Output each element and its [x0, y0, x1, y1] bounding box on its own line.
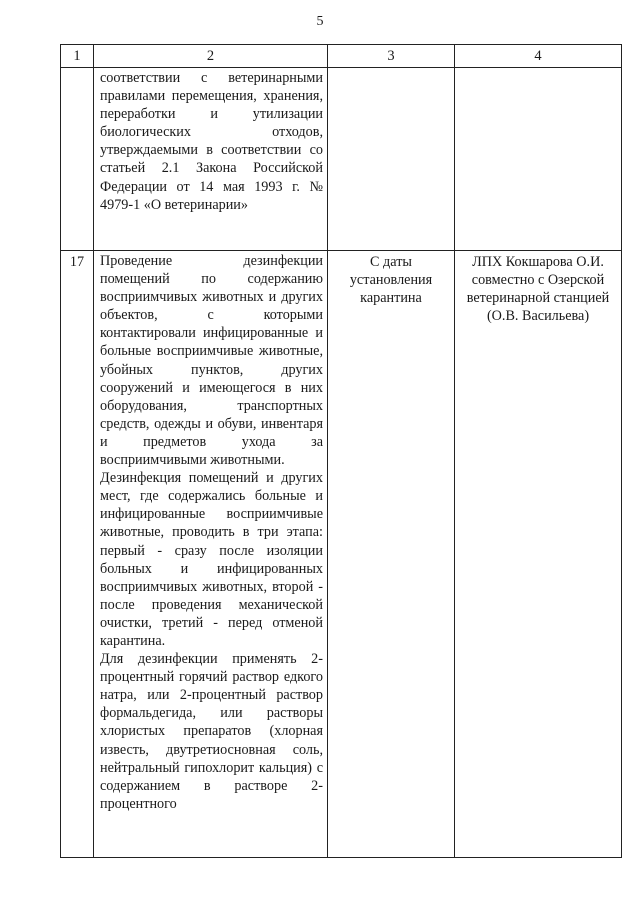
- measure-paragraph: Для дезинфекции применять 2-процентный горячий раствор едкого натра, или 2-процентный раствор формальдегида, или растворы хлористых препаратов (хлорная известь, двутретиосновная соль, нейтральный гипохлорит кальция) с содержанием в растворе 2-процентного: [100, 651, 323, 812]
- measure-description-cell: [94, 251, 328, 858]
- column-header-term: 3: [328, 45, 455, 68]
- row-number-cell: 17: [61, 251, 94, 858]
- table-row: [61, 251, 622, 858]
- row-number-cell: [61, 68, 94, 251]
- column-header-measure: 2: [94, 45, 328, 68]
- column-header-number: 1: [61, 45, 94, 68]
- term-cell: С даты установления карантина: [328, 251, 455, 858]
- measure-description-cell: [94, 68, 328, 251]
- table-header-row: [61, 45, 622, 68]
- measure-paragraph: Проведение дезинфекции помещений по содержанию восприимчивых животных и других объектов, с которыми контактировали инфицированные и больные восприимчивые животные, убойных пунктов, других сооружений и имеющегося в них оборудования, транспортных средств, одежды и обуви, инвентаря и предметов ухода за восприимчивыми животными.: [100, 253, 323, 469]
- column-header-responsible: 4: [455, 45, 622, 68]
- responsible-cell: ЛПХ Кокшарова О.И. совместно с Озерской ветеринарной станцией (О.В. Васильева): [455, 251, 622, 858]
- responsible-cell: [455, 68, 622, 251]
- measure-paragraph: соответствии с ветеринарными правилами перемещения, хранения, переработки и утилизации биологических отходов, утверждаемыми в соответствии со статьей 2.1 Закона Российской Федерации от 14 мая 1993 г. № 4979-1 «О ветеринарии»: [100, 70, 323, 213]
- measures-table: [60, 44, 622, 858]
- term-cell: [328, 68, 455, 251]
- page-number: 5: [316, 14, 324, 29]
- table-row: [61, 68, 622, 251]
- measure-paragraph: Дезинфекция помещений и других мест, где содержались больные и инфицированные восприимчивые животные, проводить в три этапа: первый - сразу после изоляции больных и инфицированных восприимчивых животных, второй - после проведения механической очистки, третий - перед отменой карантина.: [100, 470, 323, 649]
